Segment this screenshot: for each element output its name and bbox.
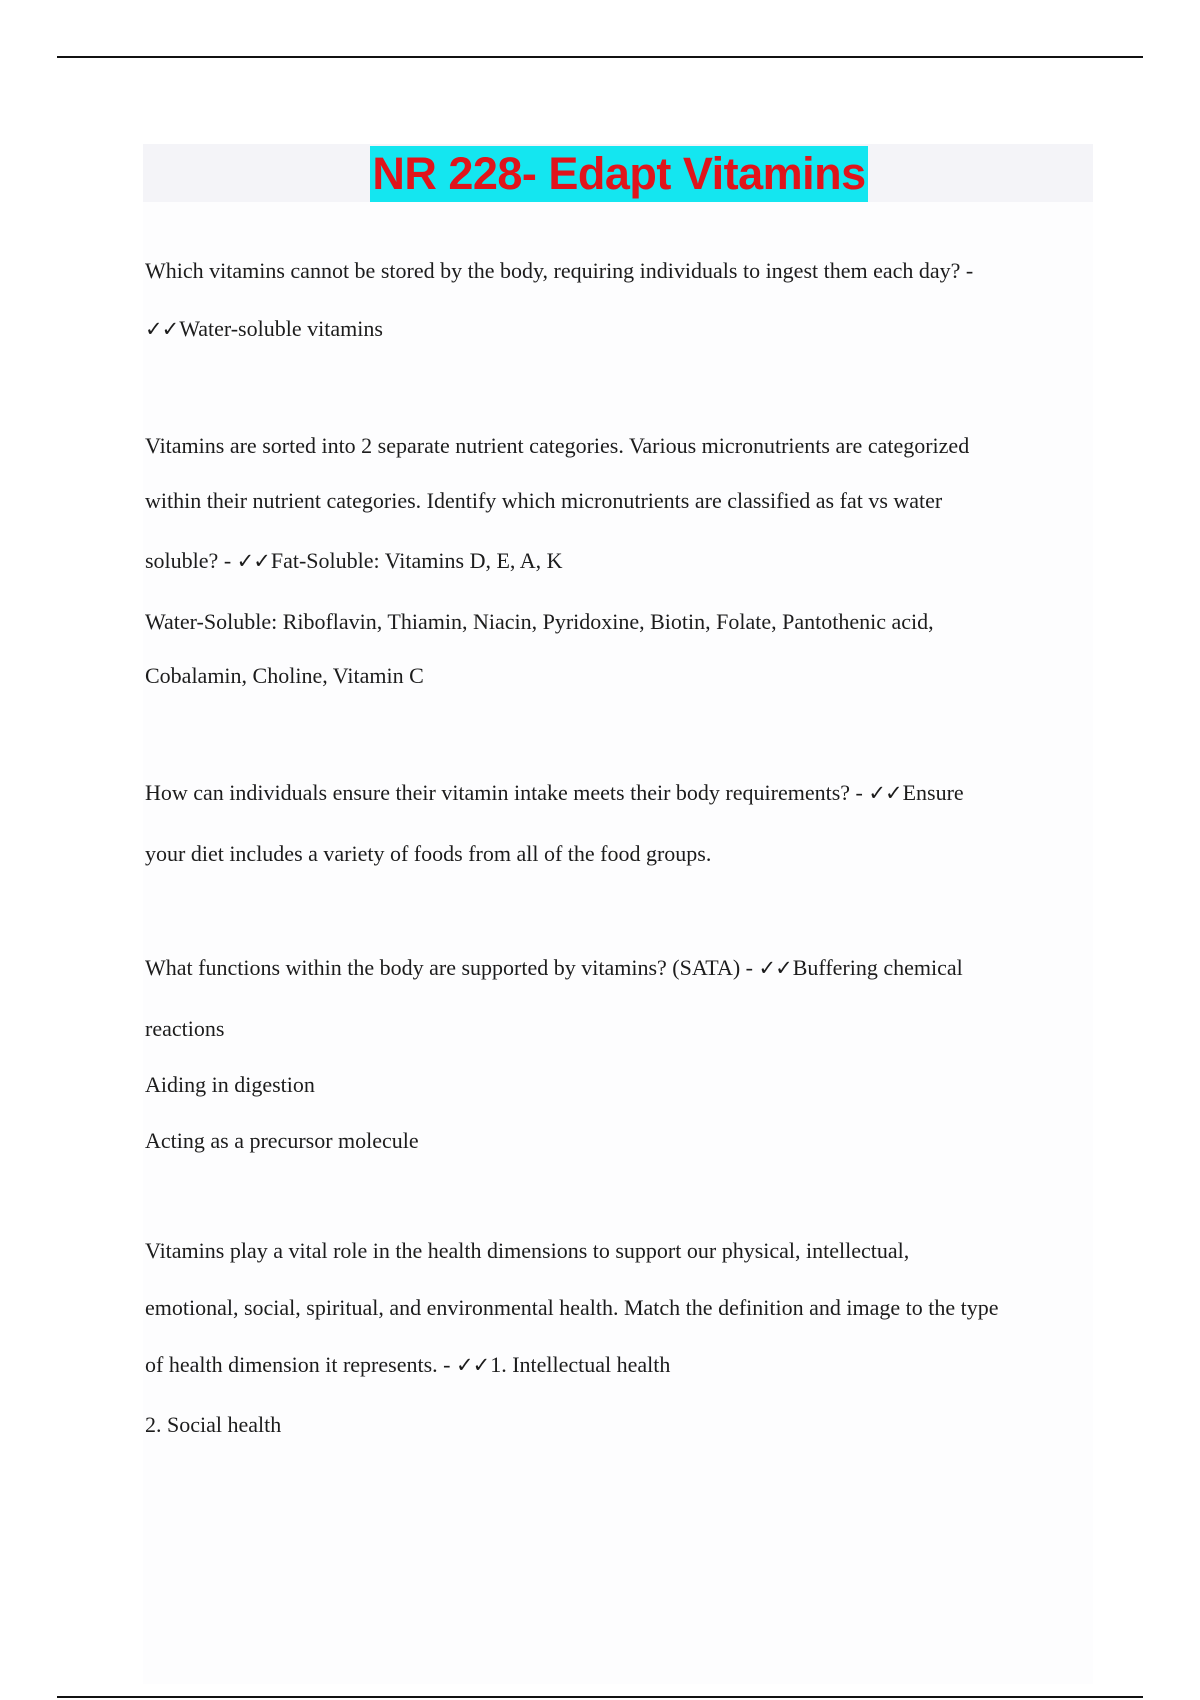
- question-3-answer: Ensure: [902, 780, 964, 805]
- question-2-text: Vitamins are sorted into 2 separate nutrient categories. Various micronutrients are categorized: [145, 433, 970, 458]
- title-banner: [143, 144, 1093, 202]
- question-5-line-2: [145, 1294, 999, 1322]
- question-1-line-1: [145, 257, 973, 285]
- check-mark-icon: ✓✓: [455, 1353, 490, 1377]
- question-1-text: Which vitamins cannot be stored by the body, requiring individuals to ingest them each day? -: [145, 258, 974, 283]
- question-4-answer-continued: reactions: [145, 1016, 225, 1041]
- question-5-line-3: [145, 1351, 670, 1379]
- check-mark-icon: ✓✓: [236, 549, 270, 573]
- question-5-line-1: [145, 1237, 909, 1265]
- question-3-text: How can individuals ensure their vitamin intake meets their body requirements? -: [145, 780, 869, 805]
- question-4-line-4: [145, 1127, 419, 1155]
- question-3-answer-continued: your diet includes a variety of foods from all of the food groups.: [145, 841, 712, 866]
- question-4-line-1: [145, 954, 963, 982]
- question-2-line-4: [145, 608, 934, 636]
- question-4-answer-continued: Aiding in digestion: [145, 1072, 315, 1097]
- question-4-line-3: [145, 1071, 315, 1099]
- question-2-text: soluble? -: [145, 548, 237, 573]
- question-4-answer: Buffering chemical: [792, 955, 963, 980]
- question-5-answer: 1. Intellectual health: [490, 1352, 671, 1377]
- question-4-text: What functions within the body are supported by vitamins? (SATA) -: [145, 955, 759, 980]
- question-5-answer-continued: 2. Social health: [145, 1412, 282, 1437]
- document-title: NR 228- Edapt Vitamins: [370, 146, 867, 202]
- question-5-text: Vitamins play a vital role in the health dimensions to support our physical, intellectual,: [145, 1238, 910, 1263]
- question-4-line-2: [145, 1015, 224, 1043]
- question-2-line-5: [145, 662, 424, 690]
- question-1-answer: Water-soluble vitamins: [179, 316, 383, 341]
- question-5-text: emotional, social, spiritual, and environmental health. Match the definition and image to the type: [145, 1295, 999, 1320]
- question-2-answer: Fat-Soluble: Vitamins D, E, A, K: [270, 548, 563, 573]
- question-2-text: within their nutrient categories. Identify which micronutrients are classified as fat vs water: [145, 488, 943, 513]
- check-mark-icon: ✓✓: [145, 317, 179, 341]
- question-3-line-2: [145, 840, 711, 868]
- question-4-answer-continued: Acting as a precursor molecule: [145, 1128, 419, 1153]
- question-2-line-2: [145, 487, 942, 515]
- question-2-line-3: [145, 547, 562, 575]
- top-rule: [57, 56, 1143, 58]
- question-5-text: of health dimension it represents. -: [145, 1352, 456, 1377]
- question-5-line-4: [145, 1411, 281, 1439]
- document-page: [143, 144, 1093, 1684]
- bottom-rule: [57, 1696, 1143, 1698]
- question-2-line-1: [145, 432, 969, 460]
- check-mark-icon: ✓✓: [868, 781, 902, 805]
- question-3-line-1: [145, 779, 964, 807]
- check-mark-icon: ✓✓: [758, 956, 792, 980]
- question-2-answer-continued: Water-Soluble: Riboflavin, Thiamin, Niacin, Pyridoxine, Biotin, Folate, Pantothenic acid,: [145, 609, 934, 634]
- question-1-line-2: [145, 315, 383, 343]
- question-2-answer-continued: Cobalamin, Choline, Vitamin C: [145, 663, 424, 688]
